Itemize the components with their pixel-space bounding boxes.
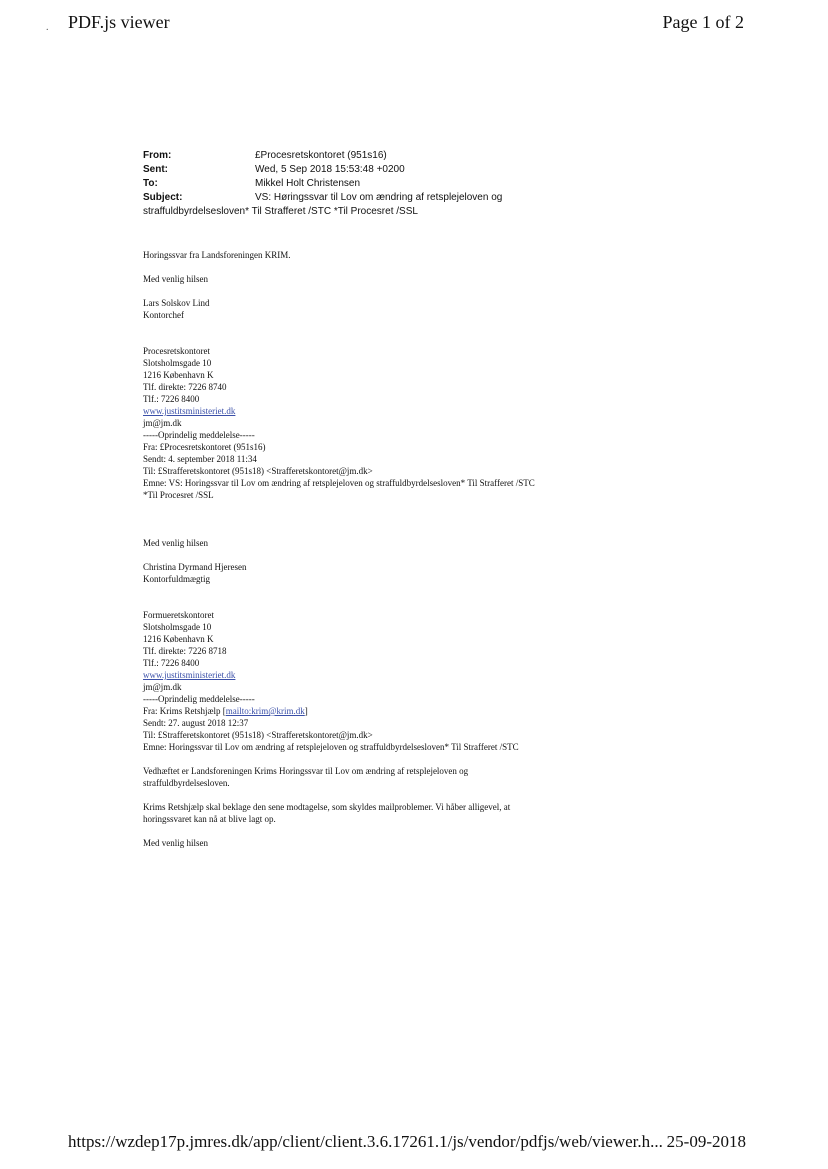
subject-label: Subject: <box>143 192 183 203</box>
original-subject-continuation: *Til Procesret /SSL <box>143 490 214 500</box>
from-value: £Procesretskontoret (951s16) <box>255 150 387 161</box>
office-name: Procesretskontoret <box>143 346 210 356</box>
original-subject: Emne: VS: Horingssvar til Lov om ændring af retsplejeloven og straffuldbyrdelsesloven* Til Strafferet /STC <box>143 478 535 488</box>
subject-continuation: straffuldbyrdelsesloven* Til Strafferet /STC *Til Procesret /SSL <box>143 206 418 217</box>
meta-sent-row <box>143 163 623 177</box>
original-to: Til: £Strafferetskontoret (951s18) <Strafferetskontoret@jm.dk> <box>143 466 373 476</box>
original-message-header: -----Oprindelig meddelelse----- <box>143 694 255 704</box>
office-address: Slotsholmsgade 10 <box>143 622 212 632</box>
greeting: Med venlig hilsen <box>143 838 208 848</box>
office-city: 1216 København K <box>143 634 214 644</box>
office-address: Slotsholmsgade 10 <box>143 358 212 368</box>
email-address: jm@jm.dk <box>143 682 182 692</box>
to-value: Mikkel Holt Christensen <box>255 178 361 189</box>
original-message-header: -----Oprindelig meddelelse----- <box>143 430 255 440</box>
sent-label: Sent: <box>143 164 168 175</box>
intro-text: Horingssvar fra Landsforeningen KRIM. <box>143 250 291 260</box>
sent-value: Wed, 5 Sep 2018 15:53:48 +0200 <box>255 164 405 175</box>
website-link[interactable]: www.justitsministeriet.dk <box>143 670 236 680</box>
website-link[interactable]: www.justitsministeriet.dk <box>143 406 236 416</box>
email-meta <box>143 149 623 219</box>
meta-from-row <box>143 149 623 163</box>
apology-text-continuation: horingssvaret kan nå at blive lagt op. <box>143 814 276 824</box>
phone-direct: Tlf. direkte: 7226 8718 <box>143 646 227 656</box>
phone: Tlf.: 7226 8400 <box>143 658 200 668</box>
signature-name: Lars Solskov Lind <box>143 298 210 308</box>
signature-title: Kontorfuldmægtig <box>143 574 210 584</box>
original-to: Til: £Strafferetskontoret (951s18) <Strafferetskontoret@jm.dk> <box>143 730 373 740</box>
from-label: From: <box>143 150 172 161</box>
office-city: 1216 København K <box>143 370 214 380</box>
attachment-note-continuation: straffuldbyrdelsesloven. <box>143 778 230 788</box>
signature-title: Kontorchef <box>143 310 184 320</box>
page-indicator: Page 1 of 2 <box>662 12 744 32</box>
original-subject: Emne: Horingssvar til Lov om ændring af retsplejeloven og straffuldbyrdelsesloven* Til Strafferet /STC <box>143 742 519 752</box>
email-body <box>143 249 663 849</box>
meta-subject-row <box>143 191 623 205</box>
decorative-dot: . <box>46 22 49 33</box>
original-from: Fra: £Procesretskontoret (951s16) <box>143 442 266 452</box>
apology-text: Krims Retshjælp skal beklage den sene modtagelse, som skyldes mailproblemer. Vi håber alligevel, at <box>143 802 511 812</box>
footer-date: 25-09-2018 <box>666 1132 746 1151</box>
phone: Tlf.: 7226 8400 <box>143 394 200 404</box>
office-name: Formueretskontoret <box>143 610 214 620</box>
original-from: Fra: Krims Retshjælp [mailto:krim@krim.dk] <box>143 706 308 716</box>
greeting: Med venlig hilsen <box>143 274 208 284</box>
original-sent: Sendt: 27. august 2018 12:37 <box>143 718 249 728</box>
phone-direct: Tlf. direkte: 7226 8740 <box>143 382 227 392</box>
original-sent: Sendt: 4. september 2018 11:34 <box>143 454 257 464</box>
email-address: jm@jm.dk <box>143 418 182 428</box>
subject-value: VS: Høringssvar til Lov om ændring af retsplejeloven og <box>255 192 503 203</box>
signature-name: Christina Dyrmand Hjeresen <box>143 562 247 572</box>
meta-to-row <box>143 177 623 191</box>
to-label: To: <box>143 178 158 189</box>
viewer-title: PDF.js viewer <box>68 12 170 32</box>
greeting: Med venlig hilsen <box>143 538 208 548</box>
mailto-link[interactable]: mailto:krim@krim.dk <box>225 706 305 716</box>
attachment-note: Vedhæftet er Landsforeningen Krims Horingssvar til Lov om ændring af retsplejeloven og <box>143 766 469 776</box>
footer-url: https://wzdep17p.jmres.dk/app/client/client.3.6.17261.1/js/vendor/pdfjs/web/viewer.h... <box>68 1132 663 1151</box>
